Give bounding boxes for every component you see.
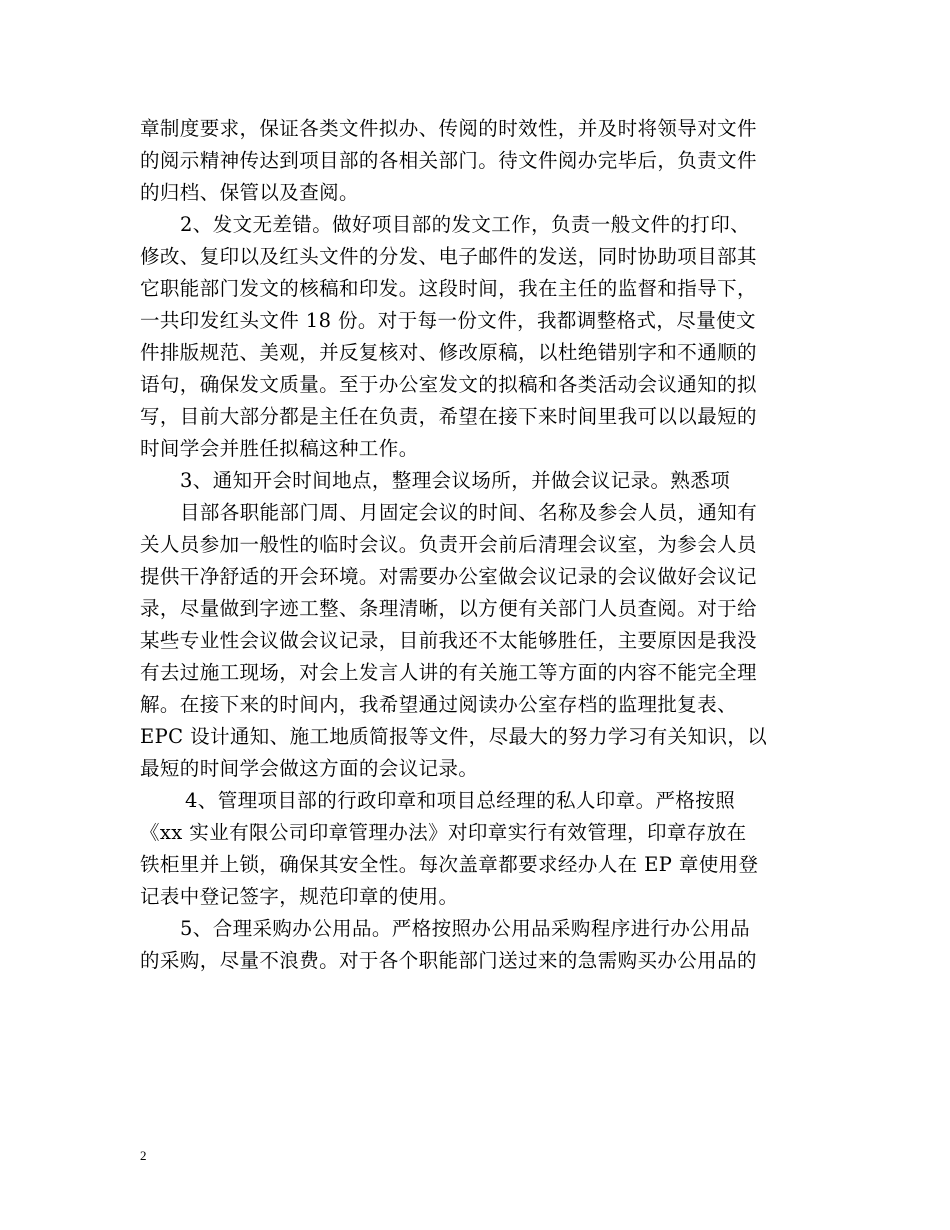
text-line: 记表中登记签字，规范印章的使用。 <box>140 885 459 908</box>
text-line: 的采购，尽量不浪费。对于各个职能部门送过来的急需购买办公用品的 <box>140 949 757 972</box>
text-line: 解。在接下来的时间内，我希望通过阅读办公室存档的监理批复表、 <box>140 693 738 716</box>
text-line: EPC 设计通知、施工地质简报等文件，尽最大的努力学习有关知识，以 <box>140 725 768 748</box>
text-line: 语句，确保发文质量。至于办公室发文的拟稿和各类活动会议通知的拟 <box>140 373 757 396</box>
text-line: 时间学会并胜任拟稿这种工作。 <box>140 437 419 460</box>
paragraph-start-line: 4、管理项目部的行政印章和项目总经理的私人印章。严格按照 <box>185 789 736 812</box>
text-line: 目部各职能部门周、月固定会议的时间、名称及参会人员，通知有 <box>180 501 758 524</box>
text-line: 有去过施工现场，对会上发言人讲的有关施工等方面的内容不能完全理 <box>140 661 757 684</box>
text-line: 件排版规范、美观，并反复核对、修改原稿，以杜绝错别字和不通顺的 <box>140 341 757 364</box>
document-body <box>140 113 820 977</box>
text-line: 修改、复印以及红头文件的分发、电子邮件的发送，同时协助项目部其 <box>140 245 757 268</box>
text-line: 某些专业性会议做会议记录，目前我还不太能够胜任，主要原因是我没 <box>140 629 757 652</box>
text-line: 章制度要求，保证各类文件拟办、传阅的时效性，并及时将领导对文件 <box>140 117 757 140</box>
text-line: 的阅示精神传达到项目部的各相关部门。待文件阅办完毕后，负责文件 <box>140 149 757 172</box>
paragraph-start-line: 2、发文无差错。做好项目部的发文工作，负责一般文件的打印、 <box>180 213 751 236</box>
text-line: 录，尽量做到字迹工整、条理清晰，以方便有关部门人员查阅。对于给 <box>140 597 757 620</box>
text-line: 最短的时间学会做这方面的会议记录。 <box>140 757 479 780</box>
text-line: 的归档、保管以及查阅。 <box>140 181 359 204</box>
text-line: 写，目前大部分都是主任在负责，希望在接下来时间里我可以以最短的 <box>140 405 757 428</box>
text-line: 《xx 实业有限公司印章管理办法》对印章实行有效管理，印章存放在 <box>140 821 747 844</box>
text-line: 铁柜里并上锁，确保其安全性。每次盖章都要求经办人在 EP 章使用登 <box>140 853 759 876</box>
paragraph-start-line: 5、合理采购办公用品。严格按照办公用品采购程序进行办公用品 <box>180 917 751 940</box>
text-line: 关人员参加一般性的临时会议。负责开会前后清理会议室，为参会人员 <box>140 533 757 556</box>
text-line: 提供干净舒适的开会环境。对需要办公室做会议记录的会议做好会议记 <box>140 565 757 588</box>
page-number: 2 <box>140 1148 147 1163</box>
paragraph-start-line: 3、通知开会时间地点，整理会议场所，并做会议记录。熟悉项 <box>180 469 731 492</box>
text-line: 一共印发红头文件 18 份。对于每一份文件，我都调整格式，尽量使文 <box>140 309 756 332</box>
text-line: 它职能部门发文的核稿和印发。这段时间，我在主任的监督和指导下， <box>140 277 757 300</box>
